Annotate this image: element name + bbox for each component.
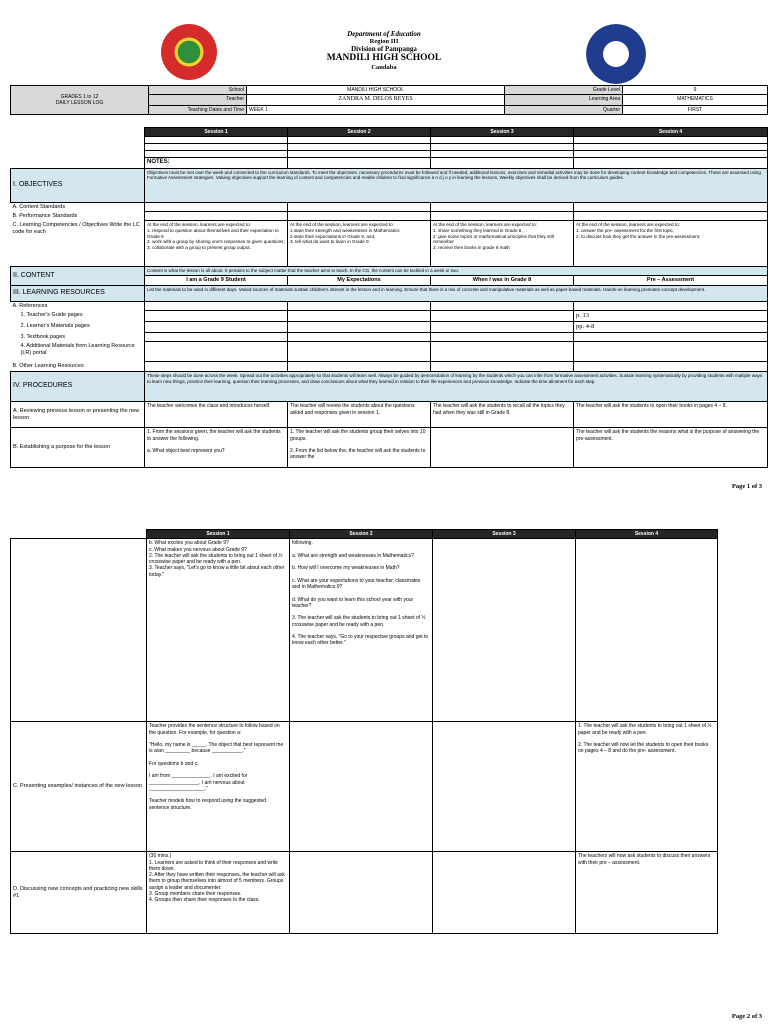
teacher-value: ZANDRA M. DELOS REYES	[247, 95, 505, 106]
resources-note: List the materials to be used in different days. Varied sources of materials sustain children's interest in the lesson and in learning. Ensure that there is a mix of concrete and manipulative materials as well as paper-based materials. Hands-on learning promotes concept development.	[145, 285, 768, 301]
page-number-1: Page 1 of 3	[731, 483, 762, 490]
school-label: School	[149, 86, 247, 95]
content-title-s2: My Expectations	[288, 275, 431, 285]
session-3-header: Session 3	[431, 128, 574, 137]
presenting-s4: 1. The teacher will ask the students to bring out 1 sheet of ½ paper and be ready with a pen. 2. The teacher will now let the students to open their books on pages 4 – 8 and do the pre- assessment.	[576, 722, 718, 852]
learning-area-value: MATHEMATICS	[623, 95, 768, 106]
content-title-s3: When I was in Grade 8	[431, 275, 574, 285]
quarter-label: Quarter	[505, 105, 623, 114]
dept-name: Department of Education	[347, 30, 421, 38]
school-value: MANDILI HIGH SCHOOL	[247, 86, 505, 95]
grades-label: GRADES 1 to 12	[60, 93, 99, 100]
purpose-s1: 1. From the sessions given, the teacher will ask the students to answer the following. a. What object best represent you?	[145, 428, 288, 468]
textbook-pages-label: 3. Textbook pages	[20, 333, 66, 340]
presenting-s1: Teacher provides the sentence structure to follow based on the question. For example, for question a: "Hello, my name is _____. The object that best represent me is a/an _________ because ___________." For questions b and c: I am from ______________. I am excited for __________________. I am nervous about ____________________." Teacher models how to respond using the suggested sentence structure.	[147, 722, 290, 852]
discussing-s1: (30 mins.) 1. Learners are asked to think of their responses and write them down. 2. After they have written their responses, the teacher will ask them to group themselves into almost of 5 members. Groups assign a leader and documenter. 3. Group members share their responses. 4. Groups then share their responses to the class.	[147, 852, 290, 934]
notes-label: NOTES:	[145, 158, 288, 169]
competencies-s1: At the end of the session, learners are expected to: 1. respond to question about themselves and their expectation to Grade 9 2. work with a group by sharing one's responses to given questions; 3. collaborate with a group to present group output.	[145, 221, 288, 267]
grade-level-label: Grade Level	[505, 86, 623, 95]
p2-session-2-header: Session 2	[290, 530, 433, 539]
purpose-s2: 1. The teacher will ask the students group their selves into 10 groups. 2. From the list below the, the teacher will ask the students to answer the	[288, 428, 431, 468]
p2-purpose-s1-cont: b. What excites you about Grade 9? c. What makes you nervous about Grade 9? 2. The teacher will ask the students to bring out 1 sheet of ½ crosswise paper and be ready with a pen. 3. Teacher says, "Let's go to know a little bit about each other today."	[147, 539, 290, 722]
p2-session-3-header: Session 3	[433, 530, 576, 539]
discussing-s4: The teachers will now ask students to discuss their answers with their pre – assessment.	[576, 852, 718, 934]
log-label: DAILY LESSON LOG	[55, 100, 104, 106]
division-name: Division of Pampanga	[351, 45, 417, 53]
additional-materials-label: 4. Additional Materials from Learning Resource (LR) portal	[20, 342, 135, 356]
discussing-label: D. Discussing new concepts and practicing new skills #1	[11, 852, 147, 934]
page-number-2: Page 2 of 3	[731, 1013, 762, 1020]
p2-session-1-header: Session 1	[147, 530, 290, 539]
p2-purpose-s2-cont: following. a. What are strength and weaknesses in Mathematics? b. How will I overcome my weaknesses in Math? c. What are your expectations to your teacher, classmates and in Mathematics 9? d. What do you want to learn this school year with your teacher? 3. The teacher will ask the students to bring out 1 sheet of ½ crosswise paper and be ready with a pen. 4. The teacher says, "Go to your respective groups and get to know each other better."	[290, 539, 433, 722]
teachers-guide-label: 1. Teacher's Guide pages	[20, 311, 83, 318]
references-label: A. References	[12, 302, 48, 309]
presenting-label: C. Presenting examples/ instances of the new lesson	[11, 722, 147, 852]
objectives-label: I. OBJECTIVES	[11, 168, 145, 202]
performance-standards-label: B. Performance Standards	[12, 212, 78, 219]
competencies-label: C. Learning Competencies / Objectives Write the LC code for each	[12, 221, 140, 235]
reviewing-label: A. Reviewing previous lesson or presenting the new lesson	[11, 402, 145, 428]
session-4-header: Session 4	[574, 128, 768, 137]
content-title-s1: I am a Grade 9 Student	[145, 275, 288, 285]
objectives-note: Objectives must be met over the week and connected to the curriculum standards. To meet the objectives, necessary procedures must be followed and if needed, additional lessons, exercises and remedial activities may be done for developing content knowledge and competencies. These are assessed using Formative Assessment strategies. Valuing objectives support the learning of content and competencies and enable children to find significance a n d j o y in learning the lessons. Weekly objectives shall be derived from the curriculum guides.	[145, 168, 768, 202]
competencies-s4: At the end of the session, learners are expected to: 1. answer the pre- assessment for the first topic, 2. to discuss how they get the answer in the pre-assessment.	[574, 221, 768, 267]
content-note: Content is what the lesson is all about. It pertains to the subject matter that the teacher aims to teach. In the CG, the content can be tackled in a week or two.	[145, 267, 768, 276]
dates-label: Teaching Dates and Time	[149, 105, 247, 114]
review-s3: The teacher will ask the students to recall all the topics they had when they was still in Grade 8.	[431, 402, 574, 428]
procedures-note: These steps should be done across the week. Spread out the activities appropriately so that students will learn well. Always be guided by demonstration of learning by the students which you can infer from formative assessment activities. Sustain learning systematically by providing students with multiple ways to learn new things, practice their learning, question their learning processes, and draw conclusions about what they learned in relation to their life experiences and previous knowledge. Indicate the time allotment for each step.	[145, 372, 768, 402]
session-2-header: Session 2	[288, 128, 431, 137]
teachers-guide-value: p. 13	[574, 311, 768, 322]
purpose-s3	[431, 428, 574, 468]
content-label: II. CONTENT	[11, 267, 145, 286]
competencies-s3: At the end of the session, learners are expected to: 1. share something they learned in Grade 8, 2. give some topics or mathematical principles that they still remember 3. receive their books in grade 9 math	[431, 221, 574, 267]
town-name: Candaba	[371, 64, 397, 71]
purpose-s4: The teacher will ask the students the reasons what is the purpose of answering the pre-assessment.	[574, 428, 768, 468]
session-1-header: Session 1	[145, 128, 288, 137]
other-resources-label: B. Other Learning Resources	[12, 362, 84, 369]
learning-resources-label: III. LEARNING RESOURCES	[11, 285, 145, 301]
competencies-s2: At the end of the session, learners are expected to: 1.state their strength and weaknesses in Mathematics 2.state their expectations in Grade 9, and, 3. tell what do want to learn in Grade 9	[288, 221, 431, 267]
grade-level-value: 9	[623, 86, 768, 95]
learners-materials-value: pp. 4-8	[574, 322, 768, 333]
dates-value: WEEK 1 :	[247, 105, 505, 114]
region-name: Region III	[369, 38, 399, 45]
content-standards-label: A. Content Standards	[12, 203, 66, 210]
info-table	[10, 85, 768, 115]
quarter-value: FIRST	[623, 105, 768, 114]
school-name: MANDILI HIGH SCHOOL	[326, 53, 442, 63]
lesson-table-p2	[10, 529, 718, 934]
purpose-label: B. Establishing a purpose for the lesson	[11, 428, 145, 468]
lesson-table-p1	[10, 127, 768, 468]
p2-session-4-header: Session 4	[576, 530, 718, 539]
procedures-label: IV. PROCEDURES	[11, 372, 145, 402]
teacher-label: Teacher	[149, 95, 247, 106]
review-s1: The teacher welcomes the class and introduces herself.	[145, 402, 288, 428]
content-title-s4: Pre – Assessment	[574, 275, 768, 285]
review-s4: The teacher will ask the students to open their books in pages 4 – 8.	[574, 402, 768, 428]
learners-materials-label: 2. Learner's Materials pages	[20, 322, 90, 329]
review-s2: The teacher will review the students about the questions asked and responses given in session 1.	[288, 402, 431, 428]
learning-area-label: Learning Area	[505, 95, 623, 106]
